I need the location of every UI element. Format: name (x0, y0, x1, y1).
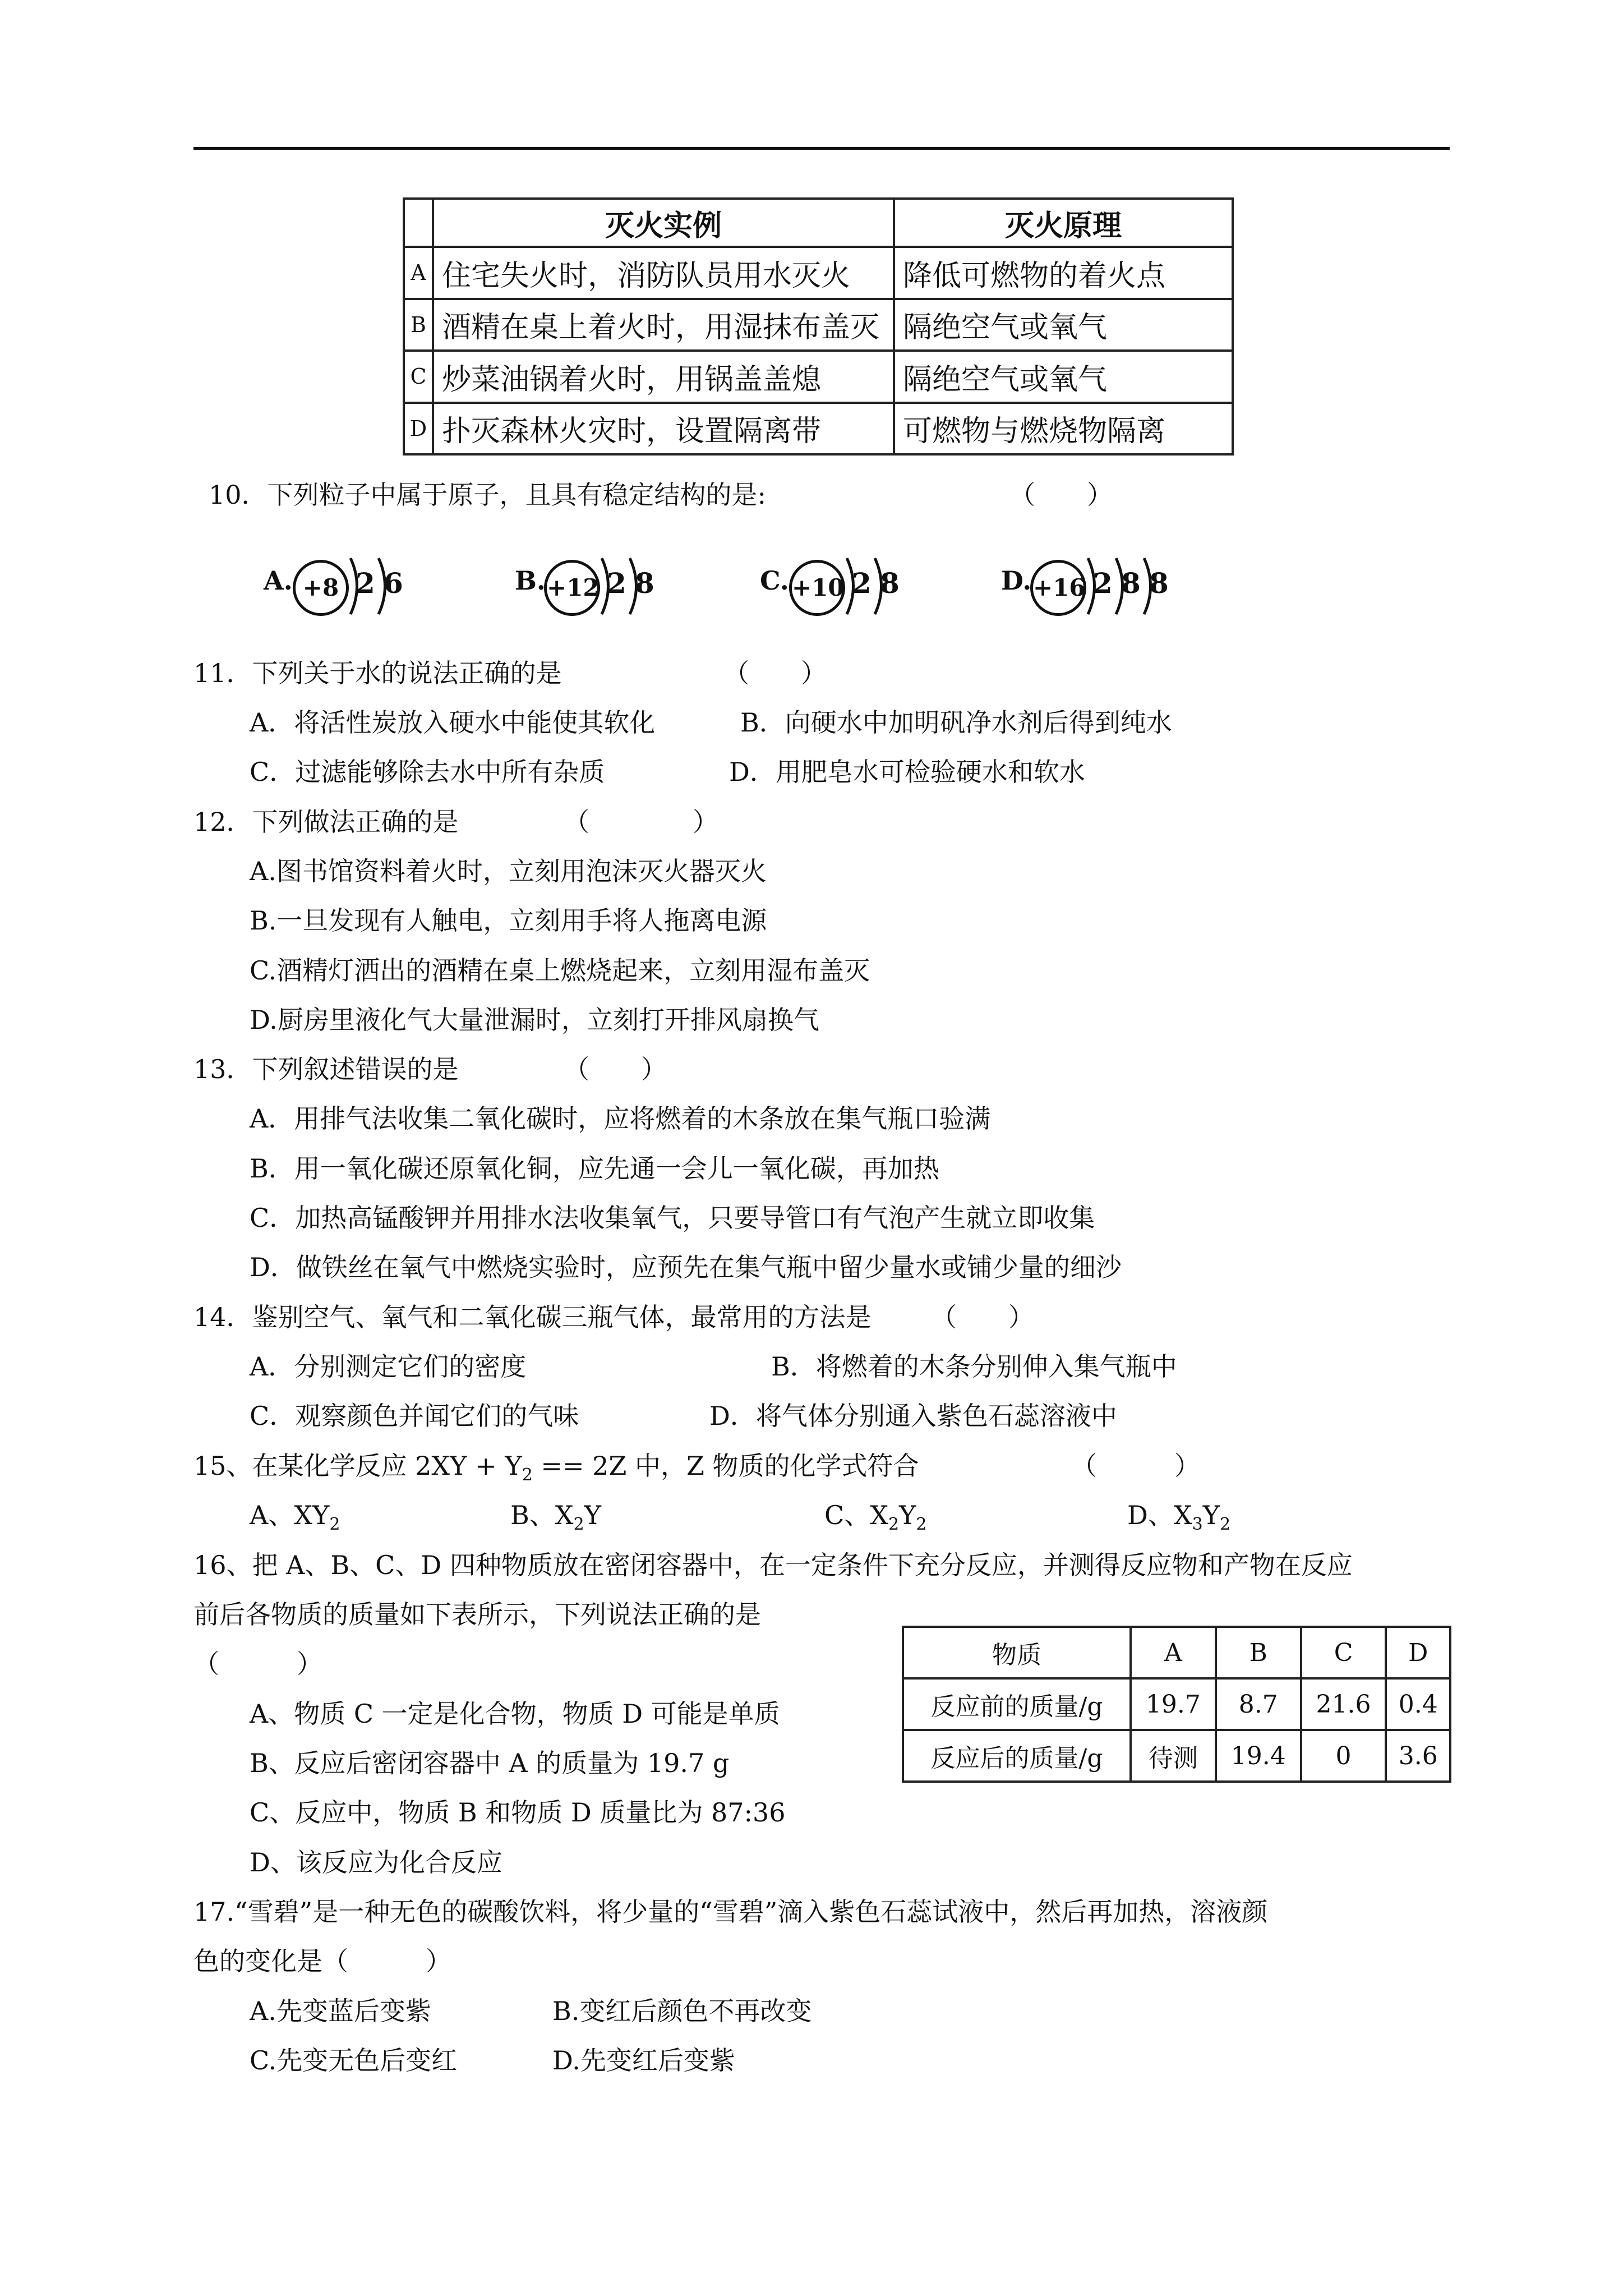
table-header-cell: B (1216, 1627, 1301, 1678)
row-principle: 可燃物与燃烧物隔离 (894, 403, 1233, 455)
q17-stem-line1: 17.“雪碧”是一种无色的碳酸饮料，将少量的“雪碧”滴入紫色石蕊试液中，然后再加热，溶液颜 (193, 1897, 1268, 1927)
electron-count: 2 (356, 567, 375, 600)
q12-option-a: A.图书馆资料着火时，立刻用泡沫灭火器灭火 (250, 856, 767, 886)
q14-option-b: B．将燃着的木条分别伸入集气瓶中 (771, 1351, 1177, 1382)
table-row (404, 403, 1233, 455)
q15-stem (193, 1449, 919, 1492)
q16-stem-line1: 16、把 A、B、C、D 四种物质放在密闭容器中，在一定条件下充分反应，并测得反应物和产物在反应 (193, 1550, 1353, 1580)
header-example: 灭火实例 (433, 199, 894, 247)
table-row (404, 299, 1233, 351)
row-key: D (404, 403, 433, 455)
nucleus-icon: +12 (544, 560, 600, 616)
atom-label: A. (264, 565, 293, 596)
table-cell: 反应后的质量/g (903, 1730, 1131, 1782)
atom-label: C. (760, 565, 789, 596)
table-row (404, 247, 1233, 299)
row-key: C (404, 351, 433, 403)
row-example: 扑灭森林火灾时，设置隔离带 (433, 403, 894, 455)
row-example: 酒精在桌上着火时，用湿抹布盖灭 (433, 299, 894, 351)
q11-option-c: C．过滤能够除去水中所有杂质 (250, 757, 605, 787)
q15-stem-text: 15、在某化学反应 2XY + Y (193, 1451, 522, 1481)
nucleus-icon: +10 (789, 560, 845, 616)
option-text: Y (1202, 1500, 1220, 1530)
electron-count: 2 (852, 567, 872, 600)
q13-option-a: A．用排气法收集二氧化碳时，应将燃着的木条放在集气瓶口验满 (250, 1103, 991, 1134)
q14-stem: 14．鉴别空气、氧气和二氧化碳三瓶气体，最常用的方法是 (193, 1302, 872, 1332)
q13-stem: 13．下列叙述错误的是 (193, 1054, 459, 1084)
table-corner (404, 199, 433, 247)
table-cell: 0 (1301, 1730, 1386, 1782)
row-example: 炒菜油锅着火时，用锅盖盖熄 (433, 351, 894, 403)
table-cell: 21.6 (1301, 1678, 1386, 1730)
option-text: C、X (824, 1500, 888, 1530)
table-header-cell: D (1386, 1627, 1450, 1678)
subscript: 2 (522, 1465, 533, 1485)
option-text: Y (899, 1500, 916, 1530)
row-example: 住宅失火时，消防队员用水灭火 (433, 247, 894, 299)
table-cell: 19.4 (1216, 1730, 1301, 1782)
electron-count: 8 (1149, 567, 1169, 600)
table-cell: 8.7 (1216, 1678, 1301, 1730)
table-row (903, 1730, 1450, 1782)
q13-bracket: （ ） (564, 1054, 667, 1084)
subscript: 2 (916, 1515, 927, 1535)
fire-extinguish-table (403, 197, 1234, 455)
q11-stem: 11．下列关于水的说法正确的是 (193, 658, 562, 688)
q16-option-b: B、反应后密闭容器中 A 的质量为 19.7 g (250, 1748, 730, 1778)
q12-stem: 12．下列做法正确的是 (193, 807, 459, 837)
electron-count: 8 (880, 567, 900, 600)
electron-count: 8 (1121, 567, 1141, 600)
q15-bracket: （ ） (1071, 1451, 1200, 1481)
table-row (903, 1627, 1450, 1678)
q13-option-b: B．用一氧化碳还原氧化铜，应先通一会儿一氧化碳，再加热 (250, 1153, 939, 1184)
option-text: Y (584, 1500, 602, 1530)
q12-option-c: C.酒精灯洒出的酒精在桌上燃烧起来，立刻用湿布盖灭 (250, 955, 870, 986)
option-text: D、X (1127, 1500, 1192, 1530)
q17-option-a: A.先变蓝后变紫 (250, 1996, 431, 2026)
q12-bracket: （ ） (564, 807, 718, 837)
mass-table (902, 1626, 1451, 1783)
nucleus-icon: +8 (293, 560, 349, 616)
electron-count: 2 (1093, 567, 1113, 600)
subscript: 3 (1192, 1515, 1203, 1535)
table-cell: 3.6 (1386, 1730, 1450, 1782)
q17-option-b: B.变红后颜色不再改变 (552, 1996, 812, 2026)
table-cell: 待测 (1131, 1730, 1216, 1782)
header-principle: 灭火原理 (894, 199, 1233, 247)
q11-option-a: A．将活性炭放入硬水中能使其软化 (250, 707, 656, 738)
q11-option-d: D．用肥皂水可检验硬水和软水 (729, 757, 1085, 787)
q11-option-b: B．向硬水中加明矾净水剂后得到纯水 (740, 707, 1172, 738)
subscript: 2 (888, 1515, 900, 1535)
q14-option-d: D．将气体分别通入紫色石蕊溶液中 (709, 1401, 1117, 1431)
header-rule (193, 147, 1450, 150)
q16-option-c: C、反应中，物质 B 和物质 D 质量比为 87:36 (250, 1797, 786, 1828)
q15-option-b (510, 1498, 601, 1542)
option-text: A、XY (250, 1500, 330, 1530)
table-row (903, 1678, 1450, 1730)
q12-option-d: D.厨房里液化气大量泄漏时，立刻打开排风扇换气 (250, 1005, 819, 1035)
atom-label: D. (1001, 565, 1032, 596)
q14-option-c: C．观察颜色并闻它们的气味 (250, 1401, 579, 1431)
table-cell: 反应前的质量/g (903, 1678, 1131, 1730)
q11-bracket: （ ） (723, 658, 827, 688)
row-key: B (404, 299, 433, 351)
atom-label: B. (515, 565, 546, 596)
subscript: 2 (573, 1515, 584, 1535)
q14-option-a: A．分别测定它们的密度 (250, 1351, 527, 1382)
subscript: 2 (329, 1515, 340, 1535)
q14-bracket: （ ） (931, 1302, 1034, 1332)
q12-option-b: B.一旦发现有人触电，立刻用手将人拖离电源 (250, 905, 767, 936)
q13-option-c: C．加热高锰酸钾并用排水法收集氧气，只要导管口有气泡产生就立即收集 (250, 1203, 1095, 1233)
q15-option-d (1127, 1498, 1230, 1542)
table-cell: 19.7 (1131, 1678, 1216, 1730)
q16-bracket: （ ） (193, 1649, 322, 1679)
table-row (404, 351, 1233, 403)
q17-option-d: D.先变红后变紫 (552, 2045, 735, 2076)
table-header-cell: 物质 (903, 1627, 1131, 1678)
q15-option-c (824, 1498, 927, 1542)
q10-bracket: （ ） (1009, 480, 1113, 510)
q17-option-c: C.先变无色后变红 (250, 2045, 458, 2076)
row-principle: 隔绝空气或氧气 (894, 351, 1233, 403)
option-text: B、X (510, 1500, 574, 1530)
table-cell: 0.4 (1386, 1678, 1450, 1730)
q16-option-a: A、物质 C 一定是化合物，物质 D 可能是单质 (250, 1699, 780, 1729)
row-principle: 隔绝空气或氧气 (894, 299, 1233, 351)
q10-stem: 10．下列粒子中属于原子，且具有稳定结构的是: (209, 480, 767, 510)
electron-count: 2 (607, 567, 626, 600)
q17-stem-line2: 色的变化是（ ） (193, 1946, 451, 1976)
table-header-cell: A (1131, 1627, 1216, 1678)
q15-stem-text: == 2Z 中，Z 物质的化学式符合 (532, 1451, 919, 1481)
electron-count: 6 (384, 567, 403, 600)
subscript: 2 (1220, 1515, 1231, 1535)
q15-option-a (250, 1498, 340, 1542)
row-key: A (404, 247, 433, 299)
q16-option-d: D、该反应为化合反应 (250, 1847, 502, 1878)
q13-option-d: D．做铁丝在氧气中燃烧实验时，应预先在集气瓶中留少量水或铺少量的细沙 (250, 1252, 1122, 1282)
nucleus-icon: +16 (1030, 560, 1086, 616)
table-header-cell: C (1301, 1627, 1386, 1678)
q16-stem-line2: 前后各物质的质量如下表所示，下列说法正确的是 (193, 1599, 761, 1630)
electron-count: 8 (635, 567, 654, 600)
row-principle: 降低可燃物的着火点 (894, 247, 1233, 299)
